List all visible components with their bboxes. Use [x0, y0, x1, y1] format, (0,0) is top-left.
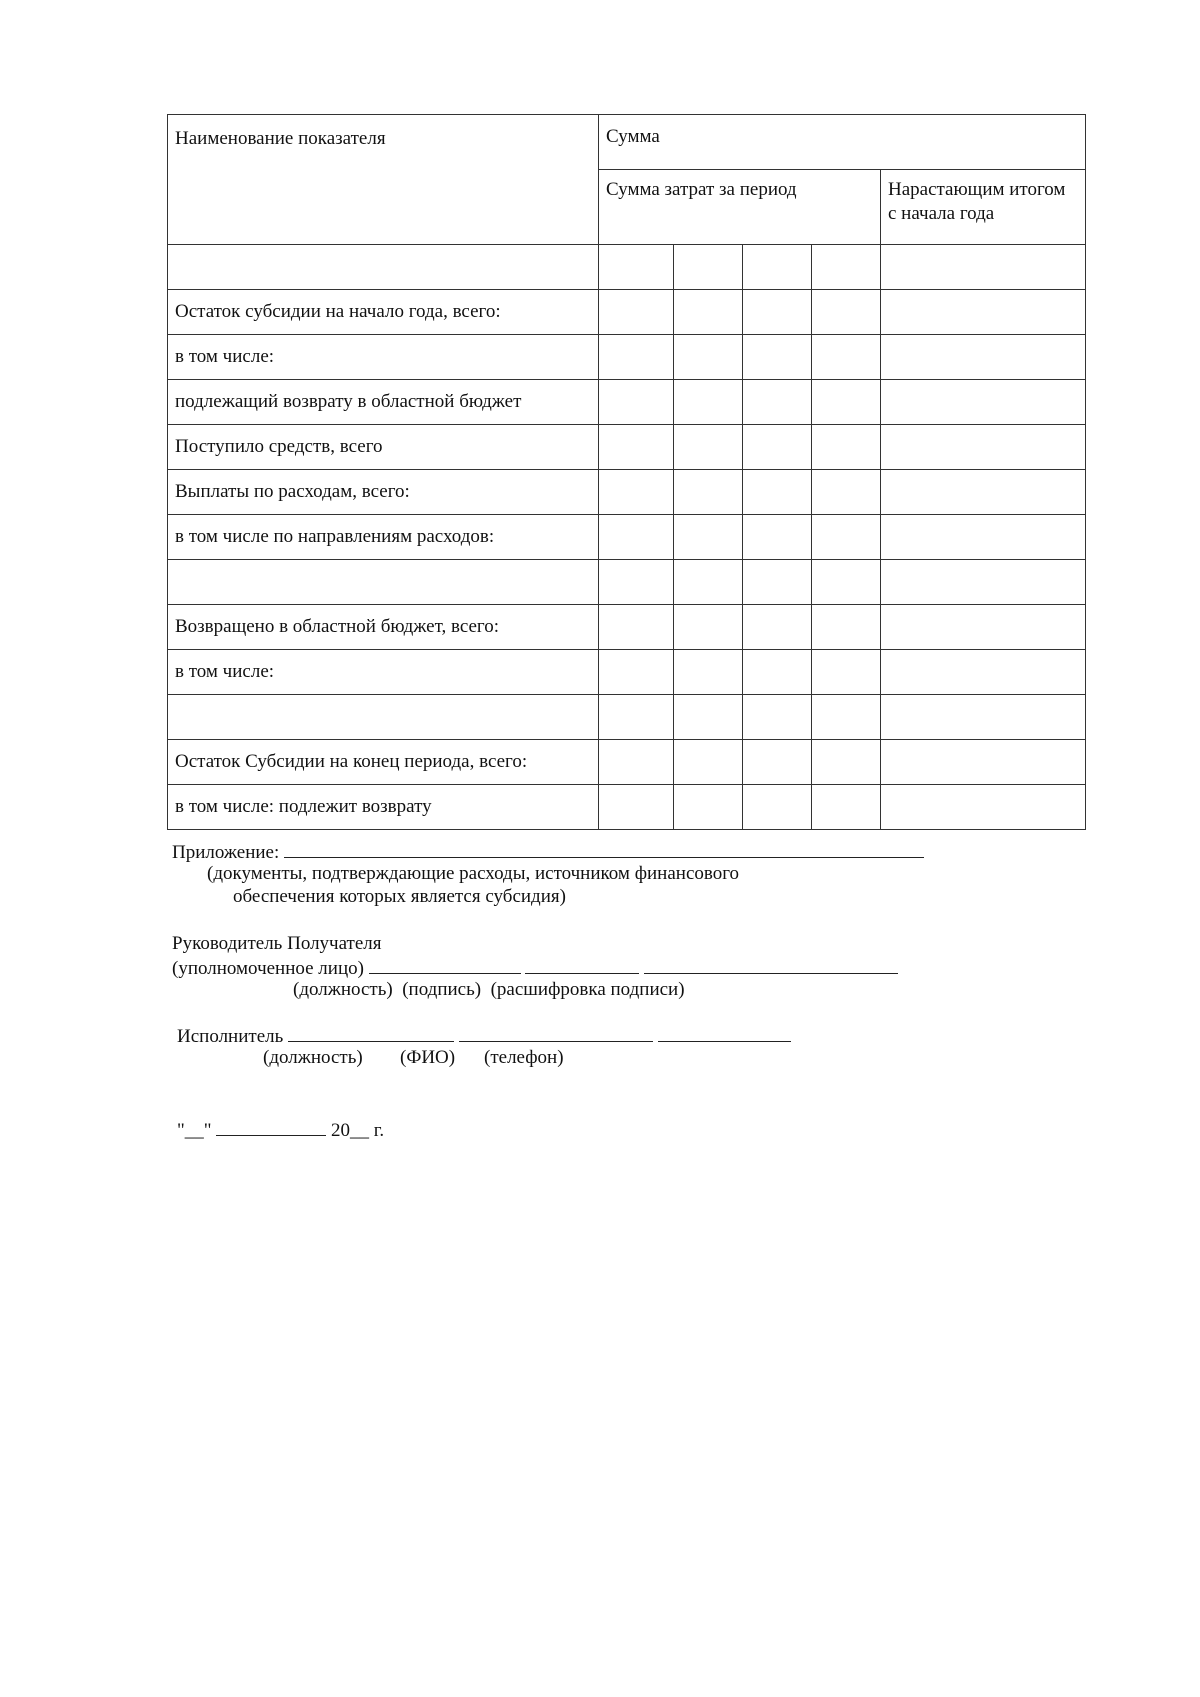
table-row: [168, 245, 1086, 290]
period-sum-cell[interactable]: [674, 560, 743, 605]
attachment-blank-line[interactable]: [284, 839, 924, 858]
period-sum-cell[interactable]: [743, 335, 812, 380]
period-sum-cell[interactable]: [812, 515, 881, 560]
period-sum-cell[interactable]: [674, 470, 743, 515]
period-sum-cell[interactable]: [674, 785, 743, 830]
date-row: [177, 1117, 384, 1142]
period-sum-cell[interactable]: [812, 740, 881, 785]
period-sum-cell[interactable]: [812, 380, 881, 425]
accumulated-cell[interactable]: [881, 785, 1086, 830]
row-indicator-cell[interactable]: Остаток Субсидии на конец периода, всего:: [168, 740, 599, 785]
header-accumulated: Нарастающим итогом с начала года: [881, 170, 1086, 245]
period-sum-cell[interactable]: [812, 470, 881, 515]
attachment-note-line1: (документы, подтверждающие расходы, источником финансового: [207, 863, 740, 884]
executor-name-blank[interactable]: [459, 1023, 653, 1042]
period-sum-cell[interactable]: [599, 425, 674, 470]
table-row: [168, 650, 1086, 695]
accumulated-cell[interactable]: [881, 695, 1086, 740]
period-sum-cell[interactable]: [599, 695, 674, 740]
period-sum-cell[interactable]: [599, 515, 674, 560]
period-sum-cell[interactable]: [674, 740, 743, 785]
period-sum-cell[interactable]: [812, 560, 881, 605]
period-sum-cell[interactable]: [812, 335, 881, 380]
period-sum-cell[interactable]: [743, 380, 812, 425]
period-sum-cell[interactable]: [812, 245, 881, 290]
row-indicator-cell[interactable]: Остаток субсидии на начало года, всего:: [168, 290, 599, 335]
row-indicator-cell[interactable]: подлежащий возврату в областной бюджет: [168, 380, 599, 425]
period-sum-cell[interactable]: [599, 650, 674, 695]
period-sum-cell[interactable]: [812, 605, 881, 650]
executor-position-blank[interactable]: [288, 1023, 454, 1042]
period-sum-cell[interactable]: [743, 245, 812, 290]
attachment-note-line2: обеспечения которых является субсидия): [233, 886, 566, 907]
accumulated-cell[interactable]: [881, 245, 1086, 290]
period-sum-cell[interactable]: [674, 245, 743, 290]
period-sum-cell[interactable]: [599, 335, 674, 380]
date-month-blank[interactable]: [216, 1117, 326, 1136]
header-period-sum: Сумма затрат за период: [599, 170, 881, 245]
date-year: 20__ г.: [331, 1120, 385, 1141]
date-day: "__": [177, 1120, 212, 1141]
executor-label: Исполнитель: [177, 1026, 284, 1047]
period-sum-cell[interactable]: [812, 695, 881, 740]
accumulated-cell[interactable]: [881, 650, 1086, 695]
period-sum-cell[interactable]: [674, 695, 743, 740]
period-sum-cell[interactable]: [674, 605, 743, 650]
head-title: Руководитель Получателя: [172, 933, 382, 954]
period-sum-cell[interactable]: [743, 290, 812, 335]
row-indicator-cell[interactable]: в том числе:: [168, 335, 599, 380]
head-position-blank[interactable]: [369, 955, 521, 974]
accumulated-cell[interactable]: [881, 560, 1086, 605]
period-sum-cell[interactable]: [599, 290, 674, 335]
table-row: [168, 290, 1086, 335]
table-row: [168, 605, 1086, 650]
executor-phone-blank[interactable]: [658, 1023, 791, 1042]
head-captions: (должность) (подпись) (расшифровка подписи): [293, 979, 685, 1000]
period-sum-cell[interactable]: [743, 605, 812, 650]
period-sum-cell[interactable]: [674, 515, 743, 560]
accumulated-cell[interactable]: [881, 470, 1086, 515]
period-sum-cell[interactable]: [599, 785, 674, 830]
accumulated-cell[interactable]: [881, 380, 1086, 425]
head-signature-row: [172, 955, 898, 980]
row-indicator-cell[interactable]: в том числе: подлежит возврату: [168, 785, 599, 830]
period-sum-cell[interactable]: [674, 380, 743, 425]
table-row: [168, 515, 1086, 560]
accumulated-cell[interactable]: [881, 740, 1086, 785]
table-row: [168, 560, 1086, 605]
row-indicator-cell[interactable]: [168, 560, 599, 605]
period-sum-cell[interactable]: [674, 650, 743, 695]
accumulated-cell[interactable]: [881, 515, 1086, 560]
period-sum-cell[interactable]: [674, 290, 743, 335]
period-sum-cell[interactable]: [743, 695, 812, 740]
row-indicator-cell[interactable]: Выплаты по расходам, всего:: [168, 470, 599, 515]
period-sum-cell[interactable]: [743, 470, 812, 515]
table-row: [168, 695, 1086, 740]
period-sum-cell[interactable]: [743, 560, 812, 605]
header-indicator: Наименование показателя: [168, 115, 599, 245]
table-row: [168, 740, 1086, 785]
head-authorized-label: (уполномоченное лицо): [172, 958, 364, 979]
accumulated-cell[interactable]: [881, 425, 1086, 470]
period-sum-cell[interactable]: [743, 425, 812, 470]
table-row: [168, 785, 1086, 830]
table-row: [168, 335, 1086, 380]
period-sum-cell[interactable]: [674, 425, 743, 470]
table-row: [168, 425, 1086, 470]
row-indicator-cell[interactable]: в том числе по направлениям расходов:: [168, 515, 599, 560]
table-row: [168, 470, 1086, 515]
executor-row: [177, 1023, 791, 1048]
period-sum-cell[interactable]: [812, 650, 881, 695]
row-indicator-cell[interactable]: Возвращено в областной бюджет, всего:: [168, 605, 599, 650]
period-sum-cell[interactable]: [599, 470, 674, 515]
head-name-blank[interactable]: [644, 955, 898, 974]
period-sum-cell[interactable]: [743, 515, 812, 560]
accumulated-cell[interactable]: [881, 290, 1086, 335]
period-sum-cell[interactable]: [674, 335, 743, 380]
executor-caption-phone: (телефон): [484, 1047, 564, 1068]
period-sum-cell[interactable]: [743, 740, 812, 785]
attachment-label: Приложение:: [172, 842, 280, 863]
executor-caption-position: (должность): [263, 1047, 363, 1068]
executor-caption-name: (ФИО): [400, 1047, 456, 1068]
row-indicator-cell[interactable]: в том числе:: [168, 650, 599, 695]
period-sum-cell[interactable]: [599, 560, 674, 605]
table-body: [168, 245, 1086, 830]
period-sum-cell[interactable]: [812, 290, 881, 335]
period-sum-cell[interactable]: [599, 245, 674, 290]
period-sum-cell[interactable]: [812, 425, 881, 470]
period-sum-cell[interactable]: [812, 785, 881, 830]
row-indicator-cell[interactable]: [168, 695, 599, 740]
attachment-section: [172, 839, 924, 864]
table-row: [168, 380, 1086, 425]
report-table: [167, 114, 1086, 830]
row-indicator-cell[interactable]: Поступило средств, всего: [168, 425, 599, 470]
period-sum-cell[interactable]: [743, 650, 812, 695]
head-signature-blank[interactable]: [525, 955, 639, 974]
period-sum-cell[interactable]: [599, 740, 674, 785]
period-sum-cell[interactable]: [599, 380, 674, 425]
row-indicator-cell[interactable]: [168, 245, 599, 290]
header-sum: Сумма: [599, 115, 1086, 170]
period-sum-cell[interactable]: [599, 605, 674, 650]
accumulated-cell[interactable]: [881, 605, 1086, 650]
period-sum-cell[interactable]: [743, 785, 812, 830]
accumulated-cell[interactable]: [881, 335, 1086, 380]
